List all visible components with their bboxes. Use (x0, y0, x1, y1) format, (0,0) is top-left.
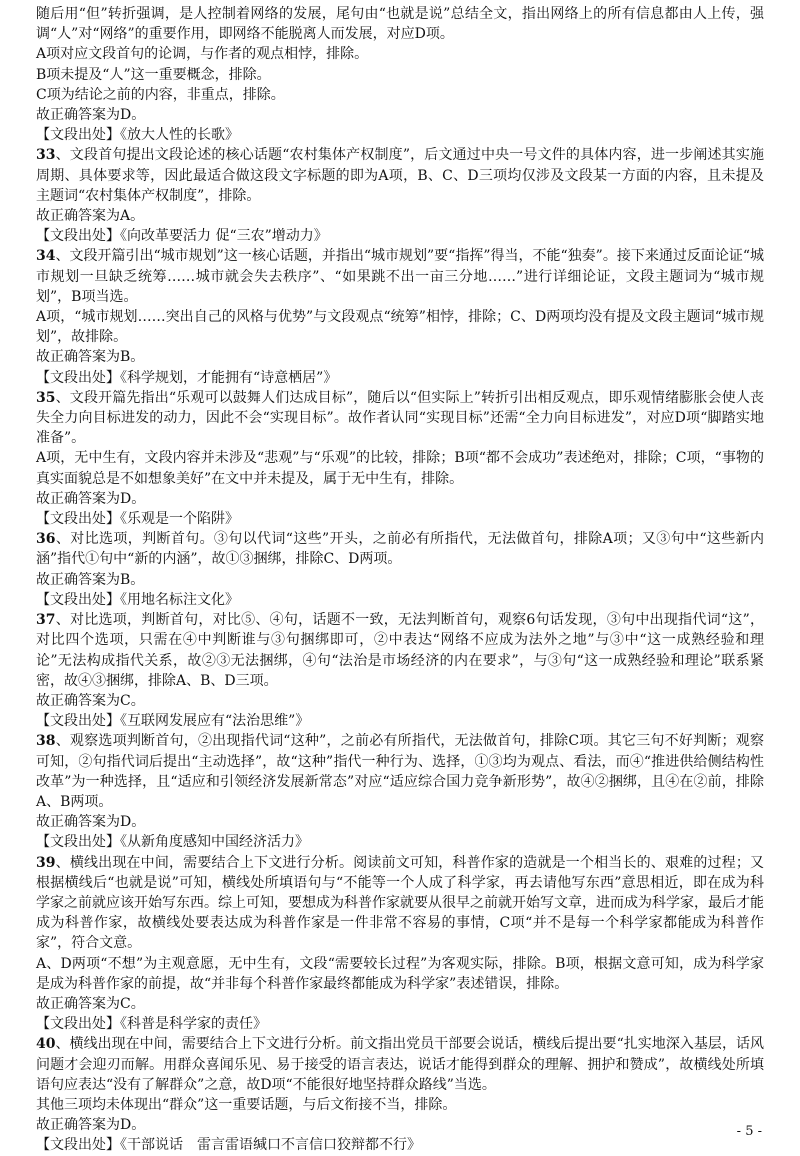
source-citation: 【文段出处】《乐观是一个陷阱》 (36, 511, 239, 528)
explanation-line: 故正确答案为C。 (36, 692, 145, 709)
question-number: 36 (36, 531, 56, 548)
question-number: 39 (36, 854, 56, 871)
source-citation: 【文段出处】《干部说话 雷言雷语缄口不言信口狡辩都不行》 (36, 1137, 421, 1154)
question-text: 、文段开篇先指出“乐观可以鼓舞人们达成目标”，随后以“但实际上”转折引出相反观点，即乐观情绪膨胀会使人丧失全力向目标进发的动力，因此不会“实现目标”。故作者认同“实现目标”还需“全力向目标进发”，对应D项“脚踏实地准备”。 (36, 389, 764, 447)
question-explanation-40 (36, 1034, 764, 1095)
source-citation: 【文段出处】《互联网发展应有“法治思维”》 (36, 713, 310, 730)
question-text: 、对比选项，判断首句。③句以代词“这些”开头，之前必有所指代，无法做首句，排除A项；又③句中“这些新内涵”指代①句中“新的内涵”，故①③捆绑，排除C、D两项。 (36, 531, 764, 568)
explanation-line: A项，无中生有，文段内容并未涉及“悲观”与“乐观”的比较，排除；B项“都不会成功”表述绝对，排除；C项，“事物的真实面貌总是不如想象美好”在文中并未提及，属于无中生有，排除。 (36, 450, 764, 487)
question-number: 33 (36, 147, 56, 164)
question-text: 、横线出现在中间，需要结合上下文进行分析。阅读前文可知，科普作家的造就是一个相当长的、艰难的过程；又根据横线后“也就是说”可知，横线处所填语句与“不能等一个人成了科学家，再去请他写东西”意思相近，即在成为科学家之前就应该开始写东西。综上可知，要想成为科普作家就要从很早之前就开始写文章，进而成为科学家，最后才能成为科普作家，故横线处要表达成为科普作家是一件非常不容易的事情，C项“并不是每一个科学家都能成为科普作家”，符合文意。 (36, 854, 764, 952)
source-citation: 【文段出处】《科学规划，才能拥有“诗意栖居”》 (36, 369, 338, 386)
explanation-line: 故正确答案为D。 (36, 107, 146, 124)
explanation-line: A、D两项“不想”为主观意愿，无中生有，文段“需要较长过程”为客观实际，排除。B项，根据文意可知，成为科学家是成为科普作家的前提，故“并非每个科普作家最终都能成为科学家”表述错误，排除。 (36, 955, 764, 992)
source-citation: 【文段出处】《用地名标注文化》 (36, 591, 239, 608)
explanation-line: 其他三项均未体现出“群众”这一重要话题，与后文衔接不当，排除。 (36, 1096, 457, 1113)
explanation-line: 故正确答案为C。 (36, 995, 145, 1012)
explanation-line: C项为结论之前的内容，非重点，排除。 (36, 86, 285, 103)
explanation-line: 故正确答案为B。 (36, 571, 145, 588)
question-number: 38 (36, 733, 56, 750)
question-explanation-35 (36, 388, 764, 449)
question-explanation-39 (36, 853, 764, 954)
explanation-line: 故正确答案为B。 (36, 349, 145, 366)
page-number: - 5 - (736, 1124, 762, 1139)
explanation-line: A项对应文段首句的论调，与作者的观点相悖，排除。 (36, 46, 369, 63)
question-explanation-36 (36, 529, 764, 569)
question-text: 、文段开篇引出“城市规划”这一核心话题，并指出“城市规划”要“指挥”得当，不能“独奏”。接下来通过反面论证“城市规划一旦缺乏统筹……城市就会失去秩序”、“如果跳不出一亩三分地……”进行详细论证，文段主题词为“城市规划”，B项当选。 (36, 248, 764, 305)
explanation-line: 故正确答案为D。 (36, 490, 146, 507)
question-number: 35 (36, 389, 56, 406)
explanation-line: 随后用“但”转折强调，是人控制着网络的发展，尾句由“也就是说”总结全文，指出网络上的所有信息都由人上传，强调“人”对“网络”的重要作用，即网络不能脱离人而发展，对应D项。 (36, 6, 764, 43)
explanation-line: A项，“城市规划……突出自己的风格与优势”与文段观点“统筹”相悖，排除；C、D两项均没有提及文段主题词“城市规划”，故排除。 (36, 309, 764, 346)
question-explanation-33 (36, 145, 764, 206)
question-text: 、对比选项，判断首句，对比⑤、④句，话题不一致，无法判断首句，观察6句话发现，③句中出现指代词“这”，对比四个选项，只需在④中判断谁与③句捆绑即可，②中表达“网络不应成为法外之地”与③中“这一成熟经验和理论”无法构成指代关系，故②③无法捆绑，④句“法治是市场经济的内在要求”，与③句“这一成熟经验和理论”联系紧密，故④③捆绑，排除A、B、D三项。 (36, 612, 764, 689)
source-citation: 【文段出处】《放大人性的长歌》 (36, 127, 239, 144)
question-text: 、观察选项判断首句，②出现指代词“这种”，之前必有所指代，无法做首句，排除C项。其它三句不好判断；观察可知，②句指代词后提出“主动选择”，故“这种”指代一种行为、选择，①③均为观点、看法，而④“推进供给侧结构性改革”为一种选择，且“适应和引领经济发展新常态”对应“适应综合国力竞争新形势”，故④②捆绑，且④在②前，排除A、B两项。 (36, 733, 764, 810)
question-text: 、文段首句提出文段论述的核心话题“农村集体产权制度”，后文通过中央一号文件的具体内容，进一步阐述其实施周期、具体要求等，因此最适合做这段文字标题的即为A项，B、C、D三项均仅涉及文段某一方面的内容，且未提及主题词“农村集体产权制度”，排除。 (36, 147, 764, 204)
question-text: 、横线出现在中间，需要结合上下文进行分析。前文指出党员干部要会说话，横线后提出要“扎实地深入基层，话风问题才会迎刃而解。用群众喜闻乐见、易于接受的语言表达，说话才能得到群众的理解、拥护和赞成”，故横线处所填语句应表达“没有了解群众”之意，故D项“不能很好地坚持群众路线”当选。 (36, 1036, 764, 1093)
explanation-line: B项未提及“人”这一重要概念，排除。 (36, 66, 271, 83)
explanation-line: 故正确答案为D。 (36, 814, 146, 831)
document-body (36, 4, 764, 1156)
question-explanation-37 (36, 610, 764, 691)
question-number: 40 (36, 1036, 56, 1053)
source-citation: 【文段出处】《向改革要活力 促“三农”增动力》 (36, 228, 328, 245)
question-number: 37 (36, 612, 56, 629)
question-number: 34 (36, 248, 56, 265)
explanation-line: 故正确答案为A。 (36, 208, 145, 225)
source-citation: 【文段出处】《科普是科学家的责任》 (36, 1016, 267, 1033)
question-explanation-38 (36, 731, 764, 812)
explanation-line: 故正确答案为D。 (36, 1117, 146, 1134)
question-explanation-34 (36, 246, 764, 307)
source-citation: 【文段出处】《从新角度感知中国经济活力》 (36, 834, 309, 851)
